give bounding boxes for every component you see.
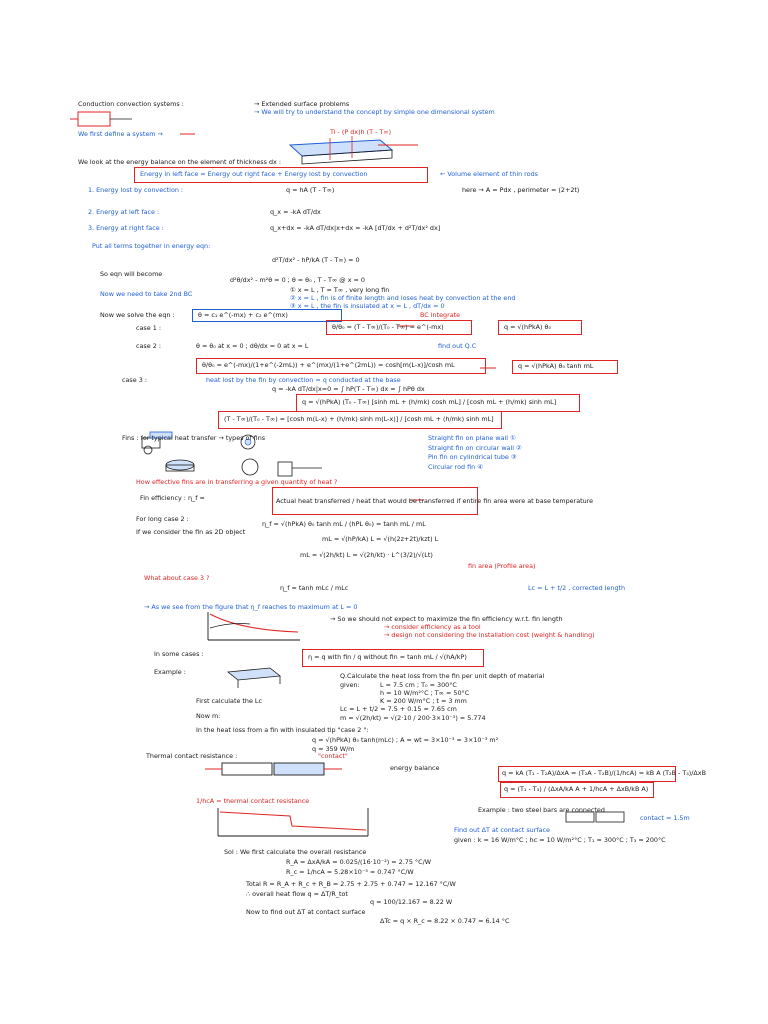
note-line: q = 100/12.167 = 8.22 W bbox=[370, 898, 453, 906]
note-line: given : k = 16 W/m°C ; hc = 10 W/m²°C ; T₁ = 300°C ; T₃ = 200°C bbox=[454, 836, 666, 844]
note-line: Now to find out ΔT at contact surface bbox=[246, 908, 366, 916]
note-line: find out Q.C bbox=[438, 342, 477, 350]
note-line: Fin efficiency : η_f = bbox=[140, 494, 205, 502]
note-line: d²T/dx² - hP/kA (T - T∞) = 0 bbox=[272, 256, 360, 264]
note-line: Total R = R_A + R_c + R_B = 2.75 + 2.75 + 0.747 = 12.167 °C/W bbox=[246, 880, 456, 888]
case1-ratio: θ/θ₀ = (T - T∞)/(T₀ - T∞) = e^(-mx) bbox=[332, 323, 444, 331]
case1-q: q = √(hPkA) θ₀ bbox=[504, 323, 552, 331]
case3-ratio: (T - T∞)/(T₀ - T∞) = [cosh m(L-x) + (h/mk) sinh m(L-x)] / [cosh mL + (h/mk) sinh mL] bbox=[224, 415, 494, 423]
note-line: BC integrate bbox=[420, 311, 461, 319]
note-line: η_f = tanh mLc / mLc bbox=[280, 584, 349, 592]
note-line: → design not considering the installation cost (weight & handling) bbox=[384, 631, 595, 639]
note-line: q = 359 W/m bbox=[312, 745, 355, 753]
note-line: Thermal contact resistance : bbox=[146, 752, 238, 760]
note-line: h = 10 W/m²°C ; T∞ = 50°C bbox=[380, 689, 470, 697]
note-line: mL = √(hP/kA) L = √(h(2z+2t)/kzt) L bbox=[322, 535, 439, 543]
contact-q: q = (T₁ - T₃) / (ΔxA/kA A + 1/hcA + ΔxB/kB A) bbox=[504, 785, 649, 793]
note-line: ② x = L , fin is of finite length and loses heat by convection at the end bbox=[290, 294, 516, 302]
note-line: We first define a system → bbox=[78, 130, 163, 138]
case2-ratio: θ/θ₀ = e^(-mx)/(1+e^(-2mL)) + e^(mx)/(1+e^(2mL)) = cosh[m(L-x)]/cosh mL bbox=[202, 361, 455, 369]
note-line: q_x = -kA dT/dx bbox=[270, 208, 321, 216]
note-line: → Extended surface problems bbox=[254, 100, 350, 108]
note-line: Straight fin on plane wall ① bbox=[428, 434, 516, 442]
note-line: θ = θ₀ at x = 0 ; dθ/dx = 0 at x = L bbox=[196, 342, 309, 350]
note-line: In some cases : bbox=[154, 650, 204, 658]
note-line: Put all terms together in energy eqn: bbox=[92, 242, 211, 250]
note-line: ← Volume element of thin rods bbox=[440, 170, 538, 178]
note-line: Now we need to take 2nd BC bbox=[100, 290, 193, 298]
note-line: ΔTc = q × R_c = 8.22 × 0.747 = 6.14 °C bbox=[380, 917, 510, 925]
note-line: Lc = L + t/2 = 7.5 + 0.15 = 7.65 cm bbox=[340, 705, 457, 713]
note-line: case 2 : bbox=[136, 342, 161, 350]
note-line: In the heat loss from a fin with insulated tip "case 2 ": bbox=[196, 726, 369, 734]
note-line: Ti - (P dx)h (T - T∞) bbox=[330, 128, 392, 136]
note-line: 3. Energy at right face : bbox=[88, 224, 164, 232]
note-line: We look at the energy balance on the element of thickness dx : bbox=[78, 158, 282, 166]
note-line: Fins : for typical heat transfer → types of fins bbox=[122, 434, 266, 442]
note-line: → consider efficiency as a tool bbox=[384, 623, 481, 631]
note-line: η_f = √(hPkA) θ₀ tanh mL / (hPL θ₀) = tanh mL / mL bbox=[262, 520, 426, 528]
note-line: "contact" bbox=[318, 752, 348, 760]
note-line: Energy in left face = Energy out right face + Energy lost by convection bbox=[140, 170, 368, 178]
note-line: K = 200 W/m°C ; t = 3 mm bbox=[380, 697, 467, 705]
note-line: ∴ overall heat flow q = ΔT/R_tot bbox=[246, 890, 348, 898]
note-line: Pin fin on cylindrical tube ③ bbox=[428, 453, 517, 461]
note-line: m = √(2h/kt) = √(2·10 / 200·3×10⁻³) = 5.774 bbox=[340, 714, 486, 722]
note-line: If we consider the fin as 2D object bbox=[136, 528, 246, 536]
note-line: d²θ/dx² - m²θ = 0 ; θ = θ₀ , T - T∞ @ x = 0 bbox=[230, 276, 365, 284]
note-line: case 1 : bbox=[136, 324, 161, 332]
contact-balance: q = kA (T₁ - T₂A)/ΔxA = (T₂A - T₂B)/(1/hcA) = kB A (T₂B - T₃)/ΔxB bbox=[502, 769, 706, 777]
note-line: Now m: bbox=[196, 712, 221, 720]
note-line: q_x+dx = -kA dT/dx|x+dx = -kA [dT/dx + d²T/dx² dx] bbox=[270, 224, 441, 232]
note-line: → So we should not expect to maximize the fin efficiency w.r.t. fin length bbox=[330, 615, 563, 623]
note-line: mL = √(2h/kt) L = √(2h/kt) · L^(3/2)/√(Lt) bbox=[300, 551, 433, 559]
note-line: 2. Energy at left face : bbox=[88, 208, 160, 216]
note-line: Lc = L + t/2 , corrected length bbox=[528, 584, 626, 592]
note-line: R_A = ΔxA/kA = 0.025/(16·10⁻²) = 2.75 °C/W bbox=[286, 858, 432, 866]
general-solution: θ = c₁ e^(-mx) + c₂ e^(mx) bbox=[198, 311, 288, 319]
case2-q: q = √(hPkA) θ₀ tanh mL bbox=[518, 362, 594, 370]
note-line: R_c = 1/hcA = 5.28×10⁻³ = 0.747 °C/W bbox=[286, 868, 414, 876]
note-line: q = √(hPkA) θ₀ tanh(mLc) ; A = wt = 3×10⁻³ = 3×10⁻³ m² bbox=[312, 736, 499, 744]
note-line: contact = 1.5m bbox=[640, 814, 690, 822]
note-line: Conduction convection systems : bbox=[78, 100, 184, 108]
note-line: How effective fins are in transferring a given quantity of heat ? bbox=[136, 478, 338, 486]
case3-q: q = √(hPkA) (T₀ - T∞) [sinh mL + (h/mk) cosh mL] / [cosh mL + (h/mk) sinh mL] bbox=[302, 398, 557, 406]
note-line: L = 7.5 cm ; T₀ = 300°C bbox=[380, 681, 457, 689]
note-line: So eqn will become bbox=[100, 270, 163, 278]
fin-efficiency-def: Actual heat transferred / heat that would be transferred if entire fin area were at base temperature bbox=[276, 497, 594, 505]
note-line: Example : two steel bars are connected bbox=[478, 806, 605, 814]
note-line: Now we solve the eqn : bbox=[100, 311, 175, 319]
note-line: fin area (Profile area) bbox=[468, 562, 536, 570]
note-line: Sol : We first calculate the overall resistance bbox=[224, 848, 367, 856]
note-line: q = -kA dT/dx|x=0 = ∫ hP(T - T∞) dx = ∫ hPθ dx bbox=[272, 385, 425, 393]
note-line: Example : bbox=[154, 668, 186, 676]
fin-effectiveness: η = q with fin / q without fin = tanh mL / √(hA/kP) bbox=[308, 653, 467, 661]
note-line: heat lost by the fin by convection = q conducted at the base bbox=[206, 376, 401, 384]
note-line: q = hA (T - T∞) bbox=[286, 186, 335, 194]
note-line: Circular rod fin ④ bbox=[428, 463, 483, 471]
note-line: Q.Calculate the heat loss from the fin per unit depth of material bbox=[340, 672, 545, 680]
note-line: Straight fin on circular wall ② bbox=[428, 444, 522, 452]
note-line: 1. Energy lost by convection : bbox=[88, 186, 184, 194]
note-line: here → A = Pdx , perimeter = (2+2t) bbox=[462, 186, 580, 194]
note-line: What about case 3 ? bbox=[144, 574, 210, 582]
note-line: ① x = L , T = T∞ , very long fin bbox=[290, 286, 390, 294]
note-line: Find out ΔT at contact surface bbox=[454, 826, 550, 834]
note-line: → As we see from the figure that η_f reaches to maximum at L = 0 bbox=[144, 603, 358, 611]
note-line: 1/hcA = thermal contact resistance bbox=[196, 797, 310, 805]
note-line: given: bbox=[340, 681, 360, 689]
note-line: energy balance bbox=[390, 764, 440, 772]
note-line: ③ x = L , the fin is insulated at x = L , dT/dx = 0 bbox=[290, 302, 445, 310]
note-line: For long case 2 : bbox=[136, 515, 189, 523]
note-line: First calculate the Lc bbox=[196, 697, 263, 705]
note-line: case 3 : bbox=[122, 376, 147, 384]
note-line: → We will try to understand the concept by simple one dimensional system bbox=[254, 108, 495, 116]
